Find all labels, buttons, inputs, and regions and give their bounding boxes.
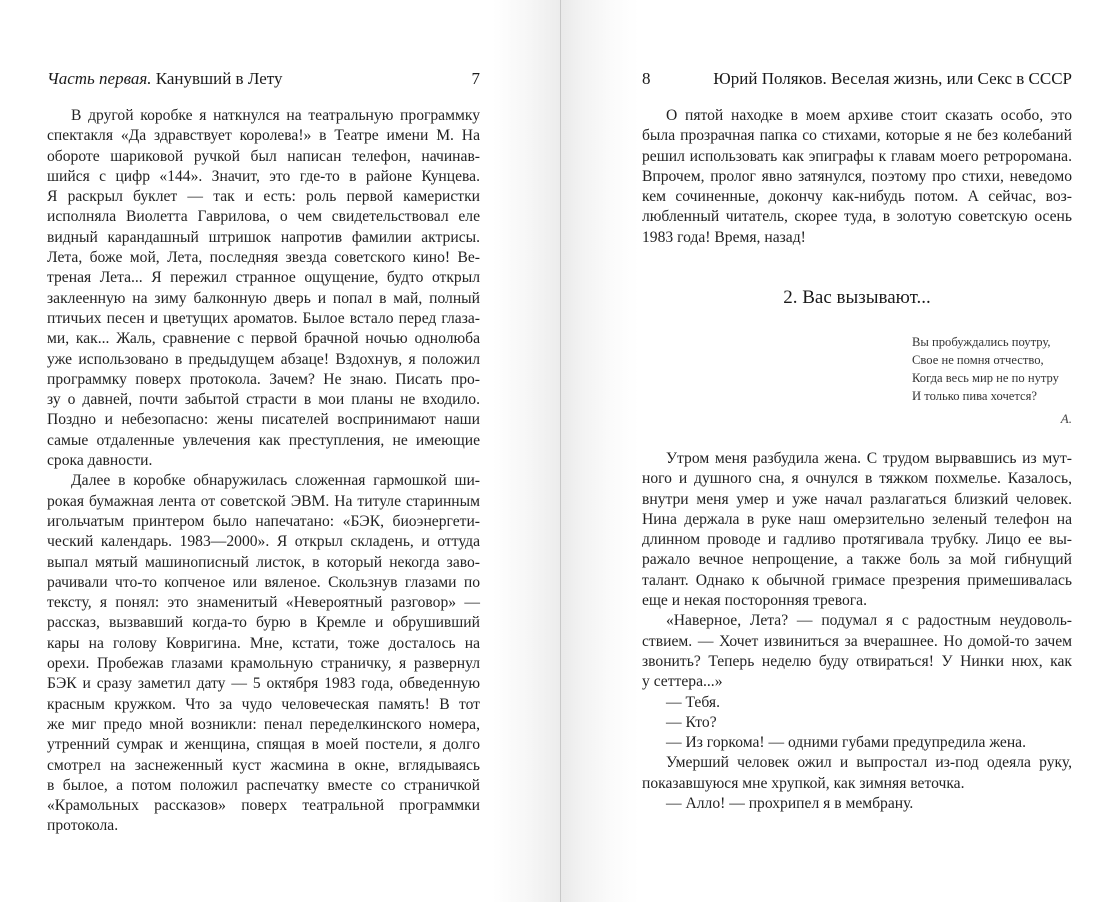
text-line: была прозрачная папка со стихами, которые я не без колебаний: [642, 127, 1072, 145]
text-line: ражало вечное непрощение, а также боль за мой гибнущий: [642, 551, 1072, 569]
text-line: рачивали что-то копченое или вяленое. Скользнув глазами по: [47, 573, 480, 591]
text-line: — Из горкома! — одними губами предупредила жена.: [666, 734, 1026, 752]
text-line: видный карандашный штришок напротив фамилии актрисы.: [47, 228, 480, 246]
part-label: Часть первая.: [47, 69, 152, 88]
epigraph-line: Свое не помня отчество,: [912, 353, 1044, 367]
text-line: В другой коробке я наткнулся на театральную программку: [71, 107, 480, 124]
text-line: выпал мятый машинописный листок, в который некогда заво-: [47, 553, 480, 571]
text-line: кем сочиненные, докончу как-нибудь потом. А сейчас, воз-: [642, 188, 1072, 206]
text-line: Поздно и небезопасно: жены писателей воспринимают наши: [47, 411, 480, 429]
text-line: срока давности.: [47, 452, 153, 470]
epigraph-line: Вы пробуждались поутру,: [912, 335, 1051, 349]
epigraph: [912, 333, 1072, 405]
text-line: красным кружком. Что за чудо человеческая память! В тот: [47, 695, 480, 713]
text-line: БЭК и сразу заметил дату — 5 октября 1983 года, обведенную: [47, 675, 480, 693]
epigraph-line: Когда весь мир не по нутру: [912, 371, 1059, 385]
text-line: протокола.: [47, 817, 119, 835]
right-page-body: [642, 449, 1072, 814]
text-line: еще и некая посторонняя тревога.: [642, 592, 867, 610]
left-page-body: [47, 106, 480, 837]
text-line: утренний сумрак и женщина, спящая в моей постели, я долго: [47, 736, 480, 754]
text-line: обороте шариковой ручкой был написан телефон, начинав-: [47, 147, 480, 165]
text-line: ствием. — Хочет извиниться за вчерашнее. Но домой-то зачем: [642, 632, 1072, 650]
text-line: треная Лета... Я пережил странное ощущение, будто открыл: [47, 269, 480, 287]
book-running-title: Юрий Поляков. Веселая жизнь, или Секс в СССР: [713, 69, 1072, 88]
text-line: программку поверх протокола. Зачем? Не знаю. Писать про-: [47, 370, 480, 388]
text-line: — Алло! — прохрипел я в мембрану.: [666, 795, 914, 813]
text-line: «Наверное, Лета? — подумал я с радостным неудоволь-: [666, 612, 1072, 630]
text-line: ческий календарь. 1983—2000». Я открыл складень, и оттуда: [47, 533, 480, 551]
page-number: 7: [471, 69, 480, 88]
text-line: в былое, а потом положил распечатку вместе со страничкой: [47, 776, 480, 794]
text-line: показавшуюся мне хрупкой, как зимняя веточка.: [642, 774, 965, 792]
text-line: О пятой находке в моем архиве стоит сказать особо, это: [666, 107, 1072, 124]
left-running-head: [47, 68, 480, 90]
text-line: заклеенную на зиму балконную дверь и попал в май, полный: [47, 289, 480, 307]
text-line: птичьих песен и цветущих ароматов. Былое встало перед глаза-: [47, 309, 480, 327]
text-line: Нина держала в руке наш омерзительно зеленый телефон на: [642, 510, 1072, 528]
text-line: внутри меня умер и уже начал разлагаться близкий человек.: [642, 490, 1072, 508]
epigraph-line: И только пива хочется?: [912, 389, 1038, 403]
text-line: спектакля «Да здравствует королева!» в Театре имени М. На: [47, 127, 480, 145]
text-line: орехи. Пробежав глазами крамольную страничку, я развернул: [47, 655, 480, 673]
text-line: Умерший человек ожил и выпростал из-под одеяла руку,: [666, 754, 1072, 772]
text-line: любленный читатель, скорее туда, в золотую советскую осень: [642, 208, 1072, 226]
text-line: зу о давней, почти забытой страсти в мои планы не входило.: [47, 391, 480, 409]
text-line: ми, как... Жаль, сравнение с первой брачной ночью однолюба: [47, 330, 480, 348]
page-number: 8: [642, 69, 651, 88]
text-line: уже использовано в предыдущем абзаце! Вздохнув, я положил: [47, 350, 480, 368]
text-line: Утром меня разбудила жена. С трудом вырвавшись из мут-: [666, 450, 1072, 467]
text-line: рассказ, вызвавший когда-то бурю в Кремле и обрушивший: [47, 614, 480, 632]
text-line: тексту, я понял: это знаменитый «Невероятный разговор» —: [47, 594, 480, 612]
text-line: у сеттера...»: [642, 673, 723, 691]
text-line: звонить? Теперь неделю буду отвираться! У Нинки нюх, как: [642, 652, 1072, 670]
text-line: Впрочем, пролог явно затянулся, поэтому про стихи, неведомо: [642, 167, 1072, 185]
text-line: ного и душного сна, я очнулся в тяжком похмелье. Казалось,: [642, 470, 1072, 488]
text-line: шийся с цифр «144». Значит, это где-то в районе Кунцева.: [47, 167, 480, 185]
text-line: длинном проводе и гадливо протягивала трубку. Лицо ее вы-: [642, 531, 1072, 549]
text-line: кары на голову Ковригина. Мне, кстати, тоже досталось на: [47, 634, 480, 652]
right-page-intro: [642, 106, 1072, 248]
text-line: исполняла Виолетта Гаврилова, о чем свидетельствовал еле: [47, 208, 480, 226]
text-line: талант. Однако к обычной гримасе презрения примешивалась: [642, 571, 1072, 589]
chapter-heading: 2. Вас вызывают...: [783, 287, 931, 308]
text-line: же миг предо мной возникли: пенал переделкинского номера,: [47, 715, 480, 733]
text-line: рокая бумажная лента от советской ЭВМ. На титуле старинным: [47, 492, 480, 510]
text-line: — Кто?: [666, 713, 717, 731]
epigraph-author: А.: [1060, 411, 1072, 426]
text-line: Далее в коробке обнаружилась сложенная гармошкой ши-: [71, 472, 480, 490]
text-line: 1983 года! Время, назад!: [642, 228, 806, 246]
chapter-running-title: Канувший в Лету: [155, 69, 283, 88]
text-line: Я раскрыл буклет — так и есть: роль первой камеристки: [47, 188, 480, 206]
text-line: решил использовать как эпиграфы к главам моего ретроромана.: [642, 147, 1072, 165]
text-line: — Тебя.: [666, 693, 720, 711]
text-line: игольчатым принтером было напечатано: «БЭК, биоэнергети-: [47, 512, 480, 530]
text-line: смотрел на заснеженный куст жасмина в окне, вглядываясь: [47, 756, 480, 774]
text-line: Лета, боже мой, Лета, последняя звезда советского кино! Ве-: [47, 249, 480, 267]
text-line: самые отдаленные увлечения как преступления, не имеющие: [47, 431, 480, 449]
text-line: «Крамольных рассказов» поверх театральной программки: [47, 797, 480, 815]
